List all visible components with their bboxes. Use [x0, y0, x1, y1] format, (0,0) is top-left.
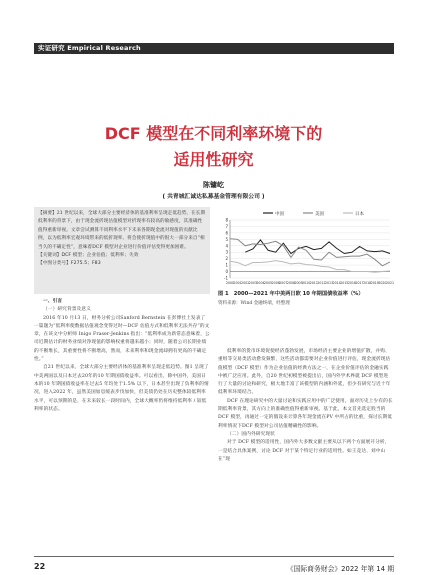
x-tick-label: 2016	[347, 281, 356, 285]
x-tick-label: 2011	[309, 281, 318, 285]
legend-label: 美国	[315, 211, 324, 217]
x-tick-label: 2020	[378, 281, 387, 285]
paragraph: 2016 年10 月13 日，财务分析公司Sanford Bernstein 在彭博社上发表了一篇题为“低利率使数据估值观念变得过时—DCF 估值方式和低利率无法共存”的文章，在该文中分析师 Inigo Fraser-Jenkins 指出：“低利率成为新常态意味着，公司近期估计的财务业绩对净现值的影响权重将越来越小；同时，随着公司长期业绩的不断堆长，其重要性将不断增高，然而，未来利率和现金流却拥有更高的不确定性。”	[34, 315, 210, 363]
x-tick-label: 2004	[256, 281, 265, 285]
article-title-line1: DCF 模型在不同利率环境下的	[104, 124, 323, 143]
x-tick-label: 2012	[317, 281, 326, 285]
y-tick-label: 6	[225, 230, 228, 236]
x-tick-label: 2000	[225, 281, 235, 285]
series-line	[230, 261, 390, 273]
y-tick-label: -1	[224, 275, 228, 281]
subsection-heading-literature: （二）国内外研究现状	[227, 431, 275, 437]
x-tick-label: 2021	[385, 281, 394, 285]
x-tick-label: 2017	[355, 281, 364, 285]
x-tick-label: 2006	[271, 281, 280, 285]
paragraph: 对于 DCF 模型的适用性，国内外大多数文献主要从以下两个方面展开分析，一是结合具体案例，讨论 DCF 对于某个特定行业的适用性。如王竞达、刘中山在“现	[218, 440, 390, 462]
section-header-label: 实证研究 Empirical Research	[38, 44, 141, 52]
paragraph: 自21 世纪以来，全球大部分主要经济体的基准利率呈现走低趋势。图1 呈现了中美两国以及日本过去20年的10 年期国债收益率。可以看出，除中国外，美国日本的10 年期国债收益率在过去5 年均处于1.5% 以下，日本甚至出现了负利率的情况，进入2022 年，虽然美国加息缓表步伐加快，但美债仍处在历史整体较低利率水平，可以预期的是，在未来较长一段时间内，全球大概率仍将维持低利率 / 较低利率的状态。	[34, 365, 209, 412]
y-tick-label: 2	[225, 256, 228, 262]
section-heading-intro: 一、引言	[43, 299, 63, 304]
journal-name: 《国际商务财会》2022 年第 14 期	[286, 565, 394, 573]
abstract-box	[34, 207, 210, 294]
section-header-bar	[34, 43, 394, 54]
series-line	[245, 240, 390, 254]
x-tick-label: 2019	[370, 281, 379, 285]
article-title-line2: 适用性研究	[173, 150, 254, 169]
left-column	[34, 298, 210, 414]
y-tick-label: 4	[225, 243, 228, 249]
x-tick-label: 2014	[332, 281, 341, 285]
page-number: 22	[34, 562, 46, 571]
x-tick-label: 2009	[294, 281, 303, 285]
figure-source: 资料来源：Wind 金融终端，经整理	[218, 301, 290, 306]
x-tick-label: 2002	[241, 281, 250, 285]
subsection-heading-background: （一）研究背景及意义	[43, 307, 91, 313]
figure-caption: 图 1 2000—2021 年中美两日欧 10 年期国债收益率（%）	[218, 291, 364, 297]
x-tick-label: 2008	[286, 281, 296, 285]
x-tick-label: 2013	[324, 281, 334, 285]
x-tick-label: 2018	[363, 281, 372, 285]
footer-rule	[34, 556, 394, 557]
y-tick-label: 3	[225, 249, 228, 255]
y-tick-label: 7	[225, 223, 228, 229]
keywords: 【关键词】DCF 模型；企业估值；低利率；失效	[38, 253, 139, 259]
paragraph: 低利率的货币环境促使经济蓬勃发展，市场经济主要企业的增值扩散，并购、重组等交易类活动愈发频繁，这些活动都需要对企业价值进行评估，现金流折现估值模型（DCF 模型）作为企业估值的经典方法之一，在企业价值评估的金融实践中被广泛应用。此外，自20 世纪初模型被提出后，国内外学术界就 DCF 模型进行了大量的讨论和研究，极大地丰富了该模型的内涵和外延，但少有研究与近十年低利率环境结合。	[218, 349, 391, 396]
clc-number: 【中图分类号】F275.5；F83	[38, 261, 101, 267]
x-tick-label: 2003	[248, 281, 257, 285]
y-tick-label: 5	[225, 236, 228, 242]
yield-line-chart	[218, 208, 394, 288]
author-affiliation: ( 共青城汇诚达私募基金管理有限公司 )	[162, 194, 265, 200]
x-tick-label: 2001	[233, 281, 242, 285]
right-column	[218, 348, 393, 464]
y-tick-label: 1	[225, 262, 228, 268]
x-tick-label: 2010	[302, 281, 311, 285]
x-tick-label: 2007	[279, 281, 288, 285]
legend-label: 日本	[355, 211, 364, 217]
legend-label: 中国	[275, 211, 284, 217]
paragraph: DCF 在理论研究中的大量讨论和实践应用中的广泛使用，面对历史上少有的长期低利率背景，其方向上的准确性值得重新审视。基于此，本文首先选定股当的DCF 模型，再通过一定的假设来计算各年现金流在PV 中所占的比重，探讨长期低利率情况下DCF 模型对公司估值精确性的影响。	[218, 398, 393, 429]
x-tick-label: 2015	[340, 281, 349, 285]
x-tick-label: 2005	[264, 281, 273, 285]
abstract-text: 【摘要】21 世纪以来，全球大部分主要经济体的基准利率呈现走低趋势，在长期低利率的背景下，由于现金流折现估值模型对折现率有较高的敏感度，其准确性值得重新审视。文章尝试测算不同利率水平下未来各期现金流对现值的贡献比例，以为低利率宏观环境带来的低折现率、将会使折现值中的很大一部分来自“相当久的不确定性”，意味着DCF 模型对企业进行价值评估变得更加困难。	[38, 211, 206, 250]
author-name: 陈镛屹	[203, 181, 224, 189]
y-tick-label: 8	[225, 217, 228, 223]
y-tick-label: 0	[225, 269, 228, 275]
